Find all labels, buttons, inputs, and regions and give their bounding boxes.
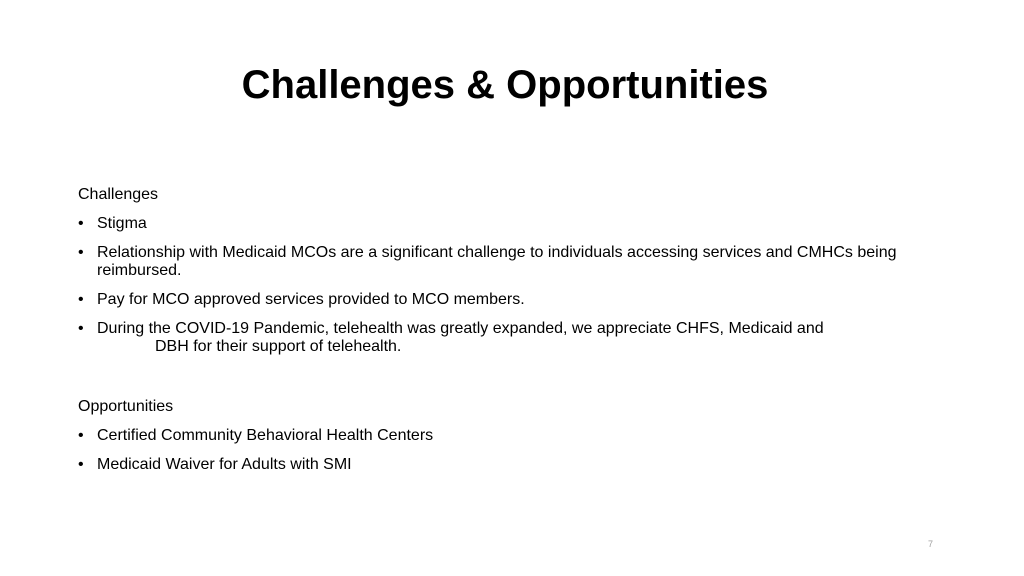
bullet-icon: •	[78, 320, 84, 337]
list-item	[78, 320, 938, 356]
challenges-heading: Challenges	[78, 186, 159, 203]
list-item-text: During the COVID-19 Pandemic, telehealth was greatly expanded, we appreciate CHFS, Medicaid and	[97, 320, 824, 337]
list-item-text: Certified Community Behavioral Health Centers	[97, 427, 434, 444]
list-item	[78, 456, 938, 474]
challenges-list	[78, 215, 938, 356]
opportunities-heading: Opportunities	[78, 398, 174, 415]
bullet-icon: •	[78, 244, 84, 261]
bullet-icon: •	[78, 215, 84, 232]
page-number: 7	[928, 539, 934, 549]
list-item-continuation: DBH for their support of telehealth.	[155, 338, 402, 355]
list-item	[78, 244, 938, 280]
slide-title: Challenges & Opportunities	[241, 63, 769, 107]
list-item-text: Relationship with Medicaid MCOs are a significant challenge to individuals accessing services and CMHCs being reimbursed.	[97, 244, 897, 279]
challenges-section	[78, 186, 938, 367]
list-item-text: Medicaid Waiver for Adults with SMI	[97, 456, 352, 473]
bullet-icon: •	[78, 427, 84, 444]
list-item-text: Pay for MCO approved services provided to MCO members.	[97, 291, 525, 308]
bullet-icon: •	[78, 456, 84, 473]
list-item	[78, 215, 938, 233]
opportunities-section	[78, 398, 938, 485]
list-item-text: Stigma	[97, 215, 147, 232]
opportunities-list	[78, 427, 938, 474]
list-item	[78, 427, 938, 445]
bullet-icon: •	[78, 291, 84, 308]
list-item	[78, 291, 938, 309]
